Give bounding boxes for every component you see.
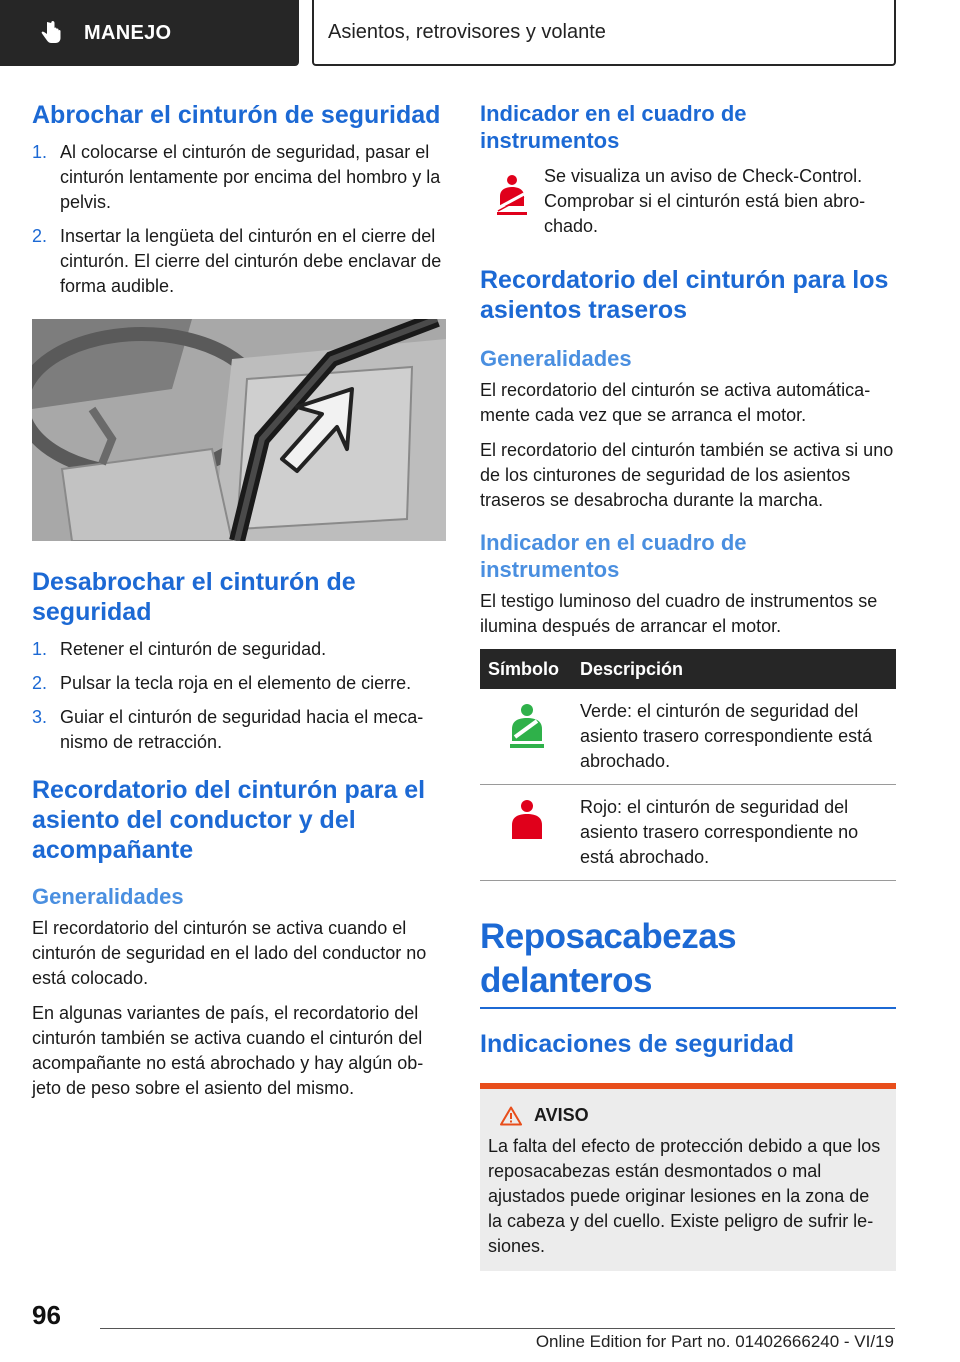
fasten-steps: [32, 140, 446, 299]
rear-paragraph-1: El recordatorio del cinturón se activa automáticamente cada vez que se arranca el motor.: [480, 380, 871, 425]
section-tab[interactable]: [0, 0, 299, 66]
green-description: Verde: el cinturón de seguridad del asiento trasero correspondiente está abrochado.: [572, 689, 896, 785]
list-item: 2. Insertar la lengüeta del cinturón en el cierre del cinturón. El cierre del cinturón debe enclavar de forma audible.: [32, 226, 442, 296]
seatbelt-warning-icon: [494, 174, 530, 218]
list-item: 2. Pulsar la tecla roja en el elemento de cierre.: [32, 673, 412, 693]
fasten-heading: Abrochar el cinturón de seguridad: [32, 101, 441, 129]
col-symbol: Símbolo: [480, 649, 572, 689]
warning-triangle-icon: [500, 1106, 522, 1126]
warning-text: La falta del efecto de protección debido a que los reposacabezas están desmontados o mal ajustados puede originar lesiones en la zona de la cabeza y del cuello. Existe peligro de sufrir lesiones.: [488, 1136, 881, 1256]
seatbelt-green-icon: [507, 703, 547, 751]
right-column: [480, 100, 896, 1271]
table-header-row: [480, 649, 896, 689]
chapter-tab[interactable]: [312, 0, 896, 66]
rear-cluster-text: El testigo luminoso del cuadro de instrumentos se ilumina después de arrancar el motor.: [480, 591, 878, 636]
unfasten-steps: [32, 637, 446, 755]
hand-pointer-icon: [38, 20, 64, 46]
unfasten-heading: Desabrochar el cinturón de seguridad: [32, 568, 356, 626]
general-heading: Generalidades: [32, 884, 184, 909]
seatbelt-red-icon: [507, 799, 547, 847]
cluster-heading: Indicador en el cuadro de instrumentos: [480, 101, 747, 153]
list-item: 3. Guiar el cinturón de seguridad hacia el mecanismo de retracción.: [32, 707, 424, 752]
seatbelt-buckle-illustration: [32, 319, 446, 541]
red-description: Rojo: el cinturón de seguridad del asiento trasero correspondiente no está abrochado.: [572, 785, 896, 881]
chapter-label: Asientos, retrovisores y volante: [328, 20, 606, 43]
page-header: [0, 0, 960, 66]
rear-cluster-heading: Indicador en el cuadro de instrumentos: [480, 530, 747, 582]
col-description: Descripción: [572, 649, 896, 689]
rear-general-heading: Generalidades: [480, 346, 632, 371]
reminder-front-heading: Recordatorio del cinturón para el asiento del conductor y del acompañante: [32, 776, 426, 864]
list-item: 1. Al colocarse el cinturón de seguridad, pasar el cinturón lentamente por encima del hombro y la pelvis.: [32, 142, 441, 212]
safety-heading: Indicaciones de seguridad: [480, 1030, 794, 1058]
section-label: MANEJO: [84, 21, 172, 44]
headrest-heading: Reposacabezas delanteros: [480, 915, 896, 1009]
list-item: 1. Retener el cinturón de seguridad.: [32, 639, 327, 659]
cluster-indicator-row: [480, 164, 896, 239]
warning-box: [480, 1083, 896, 1271]
edition-footer: Online Edition for Part no. 01402666240 - VI/19: [535, 1332, 894, 1351]
left-column: [32, 100, 446, 1111]
warning-label: AVISO: [534, 1105, 589, 1125]
reminder-rear-heading: Recordatorio del cinturón para los asientos traseros: [480, 266, 889, 324]
cluster-text: Se visualiza un aviso de Check-Control. Comprobar si el cinturón está bien abrochado.: [544, 166, 866, 236]
general-paragraph-2: En algunas variantes de país, el recordatorio del cinturón también se activa cuando el cinturón del acompañante no está abrochado y hay algún objeto de peso sobre el asiento del mismo.: [32, 1003, 424, 1098]
rear-paragraph-2: El recordatorio del cinturón también se activa si uno de los cinturones de seguridad de los asientos traseros se desabrocha durante la marcha.: [480, 440, 894, 510]
footer-divider: [100, 1328, 895, 1329]
table-row: [480, 689, 896, 785]
symbol-table: [480, 649, 896, 881]
page-number: 96: [32, 1300, 61, 1330]
table-row: [480, 785, 896, 881]
general-paragraph-1: El recordatorio del cinturón se activa cuando el cinturón de seguridad en el lado del conductor no está colocado.: [32, 918, 427, 988]
